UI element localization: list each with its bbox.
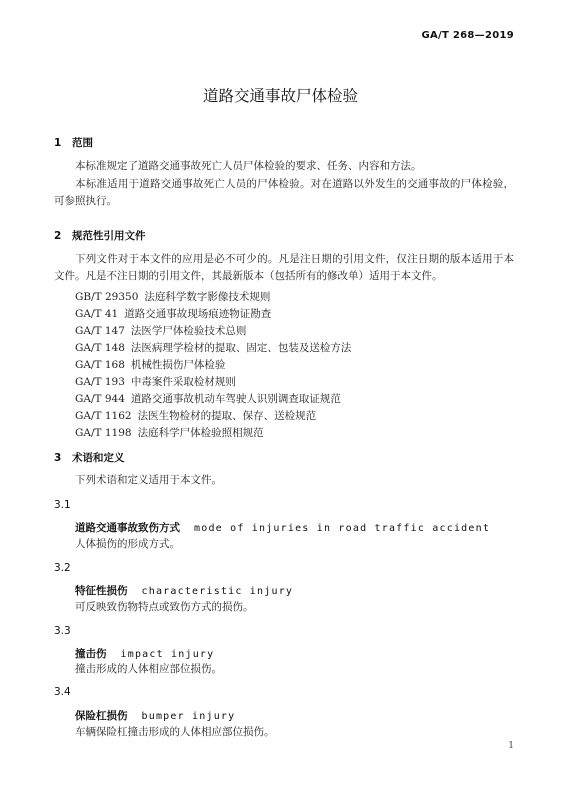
term-zh: 保险杠损伤 [75, 710, 128, 722]
term-en: bumper injury [141, 711, 236, 722]
paragraph: 本标准适用于道路交通事故死亡人员的尸体检验。对在道路以外发生的交通事故的尸体检验，可参照执行。 [54, 178, 514, 207]
section-number: 1 [54, 137, 62, 149]
term-en: impact injury [120, 649, 215, 660]
reference-code: GA/T 193 [75, 376, 125, 388]
reference-item [75, 374, 236, 389]
document-title: 道路交通事故尸体检验 [202, 87, 358, 105]
section-heading-terms-and-definitions [54, 450, 125, 465]
term-definition: 车辆保险杠撞击形成的人体相应部位损伤。 [75, 726, 275, 738]
term-heading [75, 583, 293, 598]
term-definition: 可反映致伤物特点或致伤方式的损伤。 [75, 601, 254, 613]
reference-name: 道路交通事故现场痕迹物证勘查 [124, 308, 272, 320]
term-en: mode of injuries in road traffic accident [194, 523, 491, 534]
reference-name: 法医生物检材的提取、保存、送检规范 [137, 410, 317, 422]
reference-name: 中毒案件采取检材规则 [130, 376, 236, 388]
reference-name: 法庭科学尸体检验照相规范 [137, 427, 264, 439]
reference-name: 法医病理学检材的提取、固定、包装及送检方法 [130, 342, 352, 354]
paragraph: 下列文件对于本文件的应用是必不可少的。凡是注日期的引用文件，仅注日期的版本适用于本文件。凡是不注日期的引用文件，其最新版本（包括所有的修改单）适用于本文件。 [54, 253, 514, 282]
term-en: characteristic injury [141, 586, 294, 597]
term-heading [75, 708, 235, 723]
term-definition: 人体损伤的形成方式。 [75, 538, 180, 550]
term-number: 3.1 [54, 499, 71, 511]
term-definition: 撞击形成的人体相应部位损伤。 [75, 663, 222, 675]
reference-code: GA/T 148 [75, 342, 125, 354]
reference-item [75, 357, 225, 372]
standard-code: GA/T 268—2019 [421, 30, 514, 41]
reference-name: 机械性损伤尸体检验 [130, 359, 226, 371]
section-number: 2 [54, 230, 62, 242]
section-title: 规范性引用文件 [72, 230, 146, 242]
section-number: 3 [54, 452, 62, 464]
page-number: 1 [508, 741, 514, 751]
term-number: 3.2 [54, 562, 71, 574]
section-heading-scope [54, 135, 93, 150]
reference-item [75, 340, 351, 355]
reference-item [75, 408, 316, 423]
term-number: 3.4 [54, 686, 71, 698]
paragraph: 下列术语和定义适用于本文件。 [75, 474, 222, 486]
reference-item [75, 323, 246, 338]
reference-name: 道路交通事故机动车驾驶人识别调查取证规范 [130, 393, 341, 405]
reference-code: GB/T 29350 [75, 291, 139, 303]
reference-code: GA/T 41 [75, 308, 119, 320]
section-title: 范围 [72, 137, 93, 149]
paragraph: 本标准规定了道路交通事故死亡人员尸体检验的要求、任务、内容和方法。 [75, 160, 422, 172]
reference-name: 法庭科学数字影像技术规则 [144, 291, 271, 303]
reference-name: 法医学尸体检验技术总则 [130, 325, 247, 337]
section-heading-normative-references [54, 228, 146, 243]
reference-item [75, 306, 271, 321]
term-number: 3.3 [54, 625, 71, 637]
section-title: 术语和定义 [72, 452, 125, 464]
term-zh: 道路交通事故致伤方式 [75, 522, 180, 534]
reference-code: GA/T 944 [75, 393, 125, 405]
term-heading [75, 646, 214, 661]
reference-code: GA/T 168 [75, 359, 125, 371]
term-zh: 撞击伤 [75, 648, 107, 660]
reference-item [75, 289, 270, 304]
reference-code: GA/T 147 [75, 325, 125, 337]
reference-item [75, 391, 341, 406]
reference-code: GA/T 1198 [75, 427, 132, 439]
reference-code: GA/T 1162 [75, 410, 132, 422]
term-heading [75, 520, 490, 535]
reference-item [75, 425, 264, 440]
term-zh: 特征性损伤 [75, 585, 128, 597]
